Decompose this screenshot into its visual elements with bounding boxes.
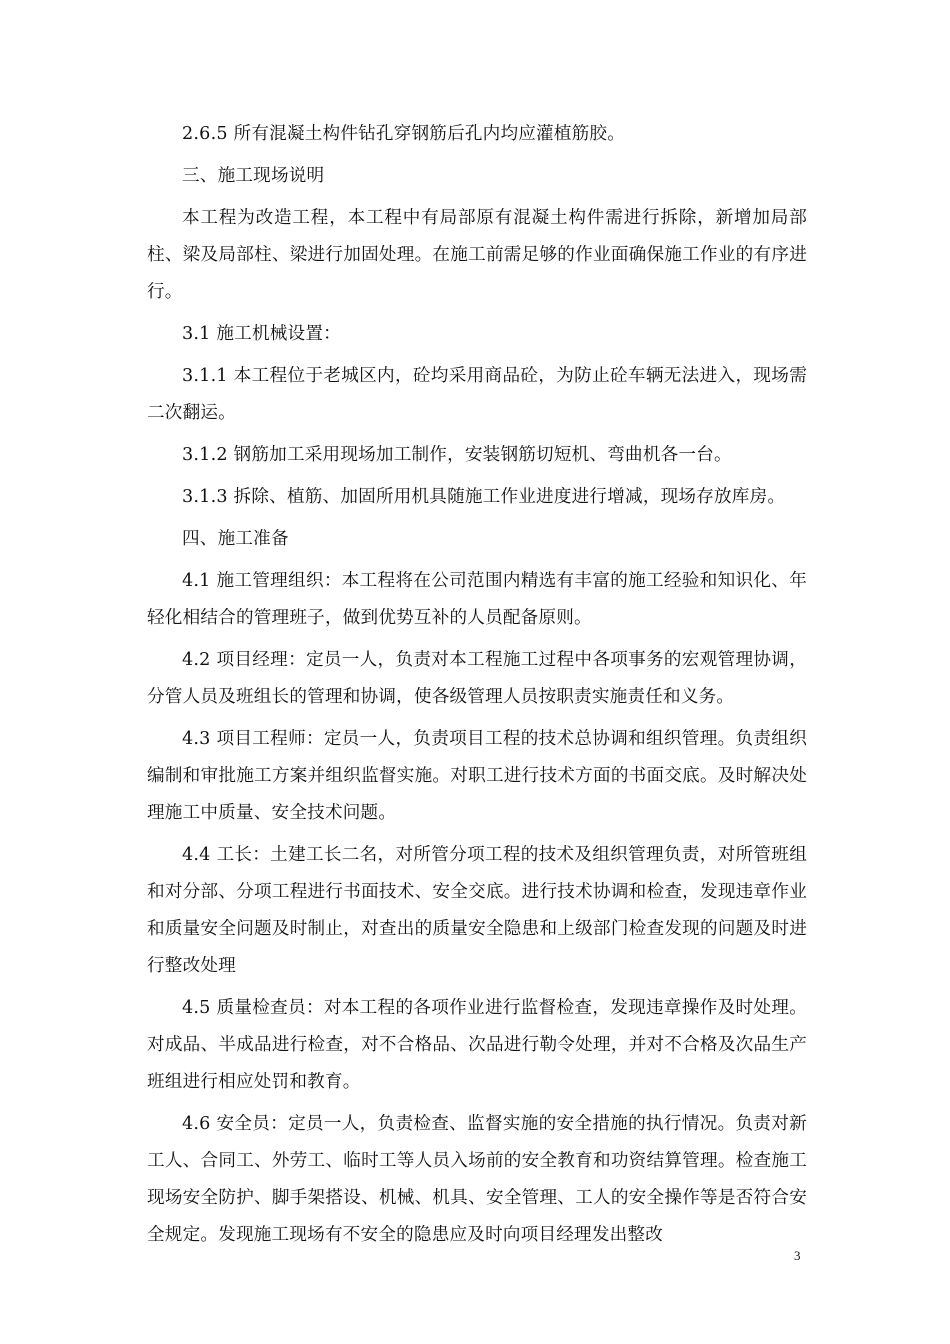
paragraph-4-1: 4.1 施工管理组织：本工程将在公司范围内精选有丰富的施工经验和知识化、年轻化相结合的管理班子，做到优势互补的人员配备原则。 xyxy=(147,571,807,628)
paragraph-3-intro: 本工程为改造工程，本工程中有局部原有混凝土构件需进行拆除，新增加局部柱、梁及局部柱、梁进行加固处理。在施工前需足够的作业面确保施工作业的有序进行。 xyxy=(147,208,807,302)
paragraph-3-1-2: 3.1.2 钢筋加工采用现场加工制作，安装钢筋切短机、弯曲机各一台。 xyxy=(182,445,732,465)
paragraph-4-4: 4.4 工长：土建工长二名，对所管分项工程的技术及组织管理负责，对所管班组和对分部、分项工程进行书面技术、安全交底。进行技术协调和检查，发现违章作业和质量安全问题及时制止，对查出的质量安全隐患和上级部门检查发现的问题及时进行整改处理 xyxy=(147,845,807,976)
paragraph-4-3: 4.3 项目工程师：定员一人，负责项目工程的技术总协调和组织管理。负责组织编制和审批施工方案并组织监督实施。对职工进行技术方面的书面交底。及时解决处理施工中质量、安全技术问题。 xyxy=(147,729,807,823)
paragraph-3-1-3: 3.1.3 拆除、植筋、加固所用机具随施工作业进度进行增减，现场存放库房。 xyxy=(182,487,786,507)
paragraph-3-1-1: 3.1.1 本工程位于老城区内，砼均采用商品砼，为防止砼车辆无法进入，现场需二次翻运。 xyxy=(147,366,807,423)
page-number: 3 xyxy=(794,1248,801,1263)
paragraph-3-1: 3.1 施工机械设置： xyxy=(182,324,341,344)
paragraph-4-6: 4.6 安全员：定员一人，负责检查、监督实施的安全措施的执行情况。负责对新工人、合同工、外劳工、临时工等人员入场前的安全教育和功资结算管理。检查施工现场安全防护、脚手架搭设、机械、机具、安全管理、工人的安全操作等是否符合安全规定。发现施工现场有不安全的隐患应及时向项目经理发出整改 xyxy=(147,1114,807,1245)
paragraph-4-5: 4.5 质量检查员：对本工程的各项作业进行监督检查，发现违章操作及时处理。对成品、半成品进行检查，对不合格品、次品进行勒令处理，并对不合格及次品生产班组进行相应处罚和教育。 xyxy=(147,998,807,1092)
document-body xyxy=(147,116,807,1259)
section-heading-4: 四、施工准备 xyxy=(182,529,289,549)
paragraph-4-2: 4.2 项目经理：定员一人，负责对本工程施工过程中各项事务的宏观管理协调，分管人员及班组长的管理和协调，使各级管理人员按职责实施责任和义务。 xyxy=(147,650,807,707)
paragraph-2-6-5: 2.6.5 所有混凝土构件钻孔穿钢筋后孔内均应灌植筋胶。 xyxy=(182,124,626,144)
section-heading-3: 三、施工现场说明 xyxy=(182,166,325,186)
